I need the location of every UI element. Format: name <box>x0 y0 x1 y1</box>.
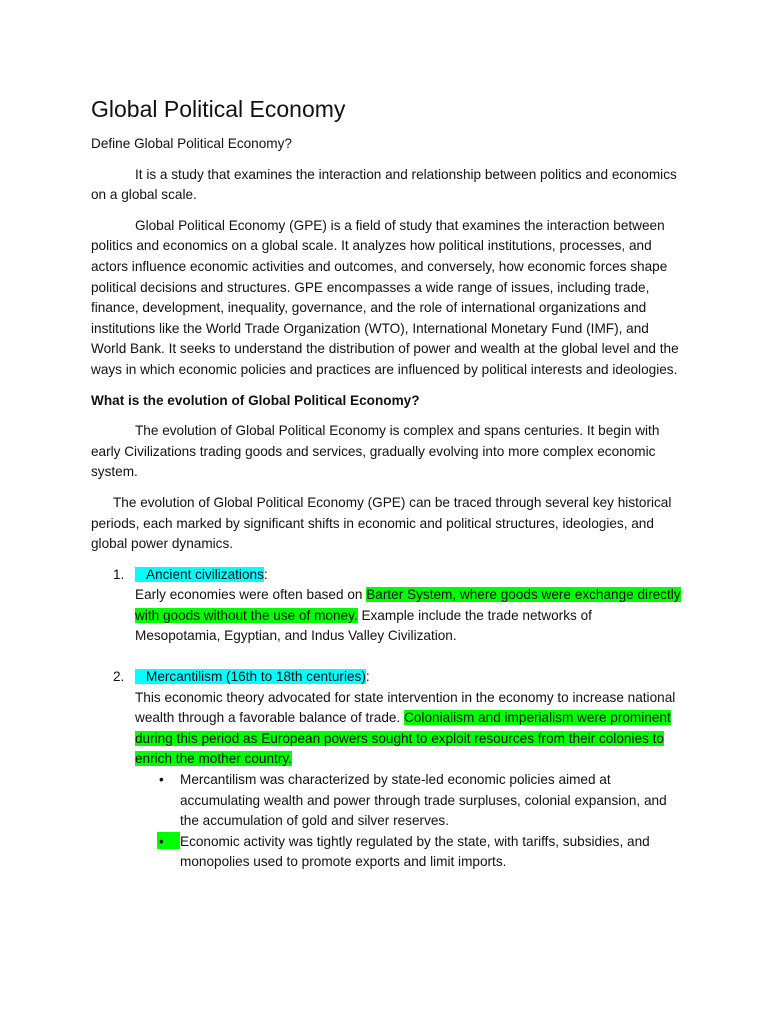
list-item-mercantilism <box>91 667 681 873</box>
body-text: This economic theory advocated for state intervention in the economy to increase national wealth through a favorable balance of trade. <box>135 689 676 726</box>
list-item-heading <box>135 667 681 688</box>
bullet-list <box>135 770 681 873</box>
evolution-heading: What is the evolution of Global Political Economy? <box>91 392 420 408</box>
document-title: Global Political Economy <box>91 96 346 122</box>
body-text: Early economies were often based on <box>135 587 367 603</box>
highlighted-text: Barter System, where goods were exchange directly with goods without the use of money. <box>135 587 681 623</box>
definition-paragraph: It is a study that examines the interaction and relationship between politics and economics on a global scale. <box>91 166 677 203</box>
heading-colon: : <box>263 566 268 582</box>
evolution-paragraph: The evolution of Global Political Economy is complex and spans centuries. It begin with early Civilizations trading goods and services, gradually evolving into more complex economic system. <box>91 423 660 480</box>
list-item-body <box>135 688 681 770</box>
bullet-item <box>135 770 681 832</box>
bullet-icon: • <box>157 832 180 849</box>
spacer <box>135 647 681 667</box>
list-item-heading <box>135 565 681 586</box>
highlighted-term: Ancient civilizations <box>135 567 264 582</box>
body-text: Example include the trade networks of Mesopotamia, Egyptian, and Indus Valley Civilization. <box>135 607 592 644</box>
bullet-text: Economic activity was tightly regulated by the state, with tariffs, subsidies, and monopolies used to promote exports and limit imports. <box>180 833 650 870</box>
list-item-body <box>135 585 681 647</box>
document-body <box>91 92 681 873</box>
evolution-list <box>91 565 681 873</box>
list-number: 2. <box>113 669 125 685</box>
question-define: Define Global Political Economy? <box>91 136 292 151</box>
gpe-description-paragraph: Global Political Economy (GPE) is a field of study that examines the interaction between politics and economics on a global scale. It analyzes how political institutions, processes, and actors influence economic activities and outcomes, and conversely, how economic forces shape political decisions and structures. GPE encompasses a wide range of issues, including trade, finance, development, inequality, governance, and the role of international organizations and institutions like the World Trade Organization (WTO), International Monetary Fund (IMF), and World Bank. It seeks to understand the distribution of power and wealth at the global level and the ways in which economic policies and practices are influenced by political interests and ideologies. <box>91 217 679 377</box>
bullet-icon: • <box>159 772 164 788</box>
bullet-item <box>135 832 681 873</box>
bullet-text: Mercantilism was characterized by state-led economic policies aimed at accumulating wealth and power through trade surpluses, colonial expansion, and the accumulation of gold and silver reserves. <box>180 772 667 829</box>
list-number: 1. <box>113 566 125 582</box>
highlighted-term: Mercantilism (16th to 18th centuries) <box>135 669 366 684</box>
highlighted-text: Colonialism and imperialism were prominent during this period as European powers sought to exploit resources from their colonies to enrich the mother country. <box>135 710 671 767</box>
evolution-periods-paragraph: The evolution of Global Political Economy (GPE) can be traced through several key historical periods, each marked by significant shifts in economic and political structures, ideologies, and global power dynamics. <box>91 494 672 552</box>
list-item-ancient <box>91 565 681 667</box>
heading-colon: : <box>365 669 370 685</box>
